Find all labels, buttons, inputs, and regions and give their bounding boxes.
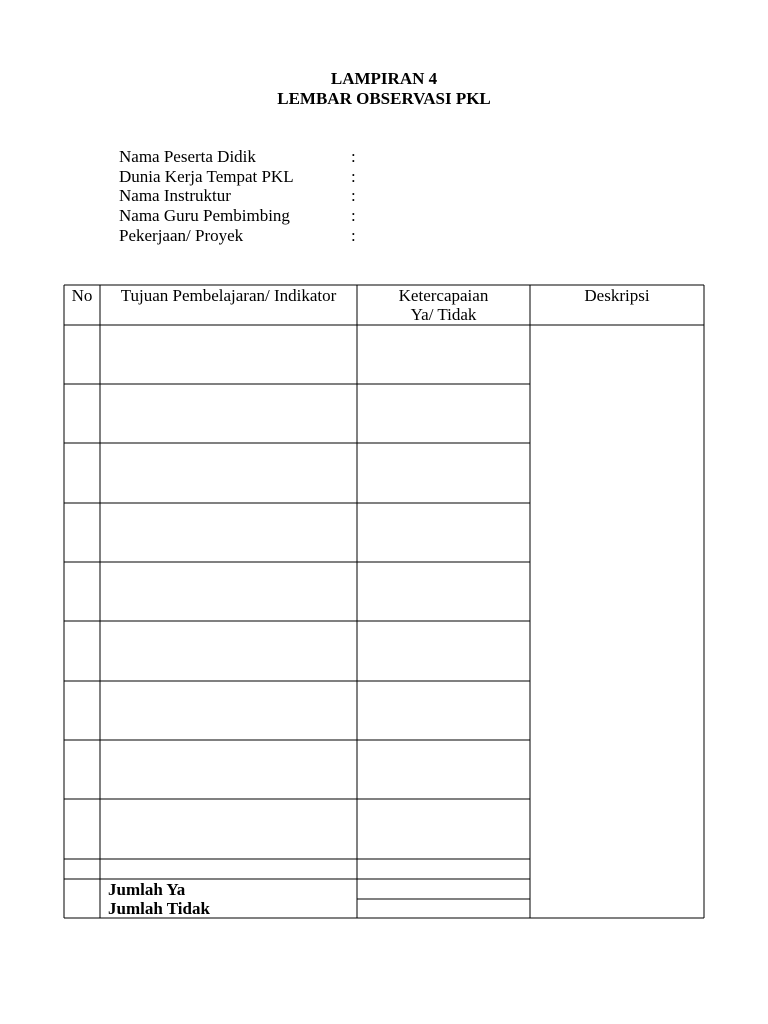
table-row[interactable] bbox=[101, 385, 356, 442]
document-title: LAMPIRAN 4 bbox=[330, 69, 438, 88]
info-label: Dunia Kerja Tempat PKL bbox=[119, 166, 294, 186]
ketercapaian-field[interactable] bbox=[358, 326, 529, 383]
table-row[interactable] bbox=[101, 800, 356, 858]
info-row-dunia-kerja bbox=[119, 167, 379, 187]
table-row[interactable] bbox=[101, 682, 356, 739]
info-label: Nama Instruktur bbox=[119, 186, 231, 206]
ketercapaian-field[interactable] bbox=[358, 622, 529, 680]
info-separator: : bbox=[351, 186, 356, 206]
table-row[interactable] bbox=[101, 444, 356, 502]
ketercapaian-field[interactable] bbox=[358, 385, 529, 442]
header-deskripsi: Deskripsi bbox=[584, 286, 650, 305]
info-separator: : bbox=[351, 147, 356, 166]
table-row[interactable] bbox=[101, 622, 356, 680]
info-row-instruktur bbox=[119, 186, 379, 206]
ketercapaian-field[interactable] bbox=[358, 444, 529, 502]
summary-jumlah-tidak: Jumlah Tidak bbox=[108, 899, 210, 918]
table-row[interactable] bbox=[101, 504, 356, 561]
info-label: Nama Peserta Didik bbox=[119, 147, 256, 166]
deskripsi-field[interactable] bbox=[531, 326, 703, 917]
info-row-pekerjaan bbox=[119, 226, 379, 246]
info-row-guru-pembimbing bbox=[119, 206, 379, 226]
jumlah-tidak-field[interactable] bbox=[358, 900, 529, 917]
info-separator: : bbox=[351, 225, 356, 245]
summary-jumlah-ya: Jumlah Ya bbox=[108, 880, 186, 899]
participant-info-block bbox=[119, 147, 379, 245]
info-label: Nama Guru Pembimbing bbox=[119, 206, 290, 226]
table-row[interactable] bbox=[101, 741, 356, 798]
info-label: Pekerjaan/ Proyek bbox=[119, 225, 244, 245]
table-row[interactable] bbox=[101, 326, 356, 383]
ketercapaian-field[interactable] bbox=[358, 682, 529, 739]
info-row-nama-peserta bbox=[119, 147, 379, 167]
table-row[interactable] bbox=[101, 563, 356, 620]
ketercapaian-field[interactable] bbox=[358, 741, 529, 798]
header-ketercapaian-options: Ya/ Tidak bbox=[410, 305, 477, 324]
ketercapaian-field[interactable] bbox=[358, 504, 529, 561]
header-no: No bbox=[71, 286, 93, 305]
info-separator: : bbox=[351, 166, 356, 186]
header-tujuan: Tujuan Pembelajaran/ Indikator bbox=[120, 286, 337, 305]
header-ketercapaian: Ketercapaian bbox=[398, 286, 489, 305]
ketercapaian-field[interactable] bbox=[358, 800, 529, 858]
ketercapaian-field[interactable] bbox=[358, 563, 529, 620]
info-separator: : bbox=[351, 206, 356, 226]
jumlah-ya-field[interactable] bbox=[358, 880, 529, 898]
document-subtitle: LEMBAR OBSERVASI PKL bbox=[277, 89, 491, 108]
